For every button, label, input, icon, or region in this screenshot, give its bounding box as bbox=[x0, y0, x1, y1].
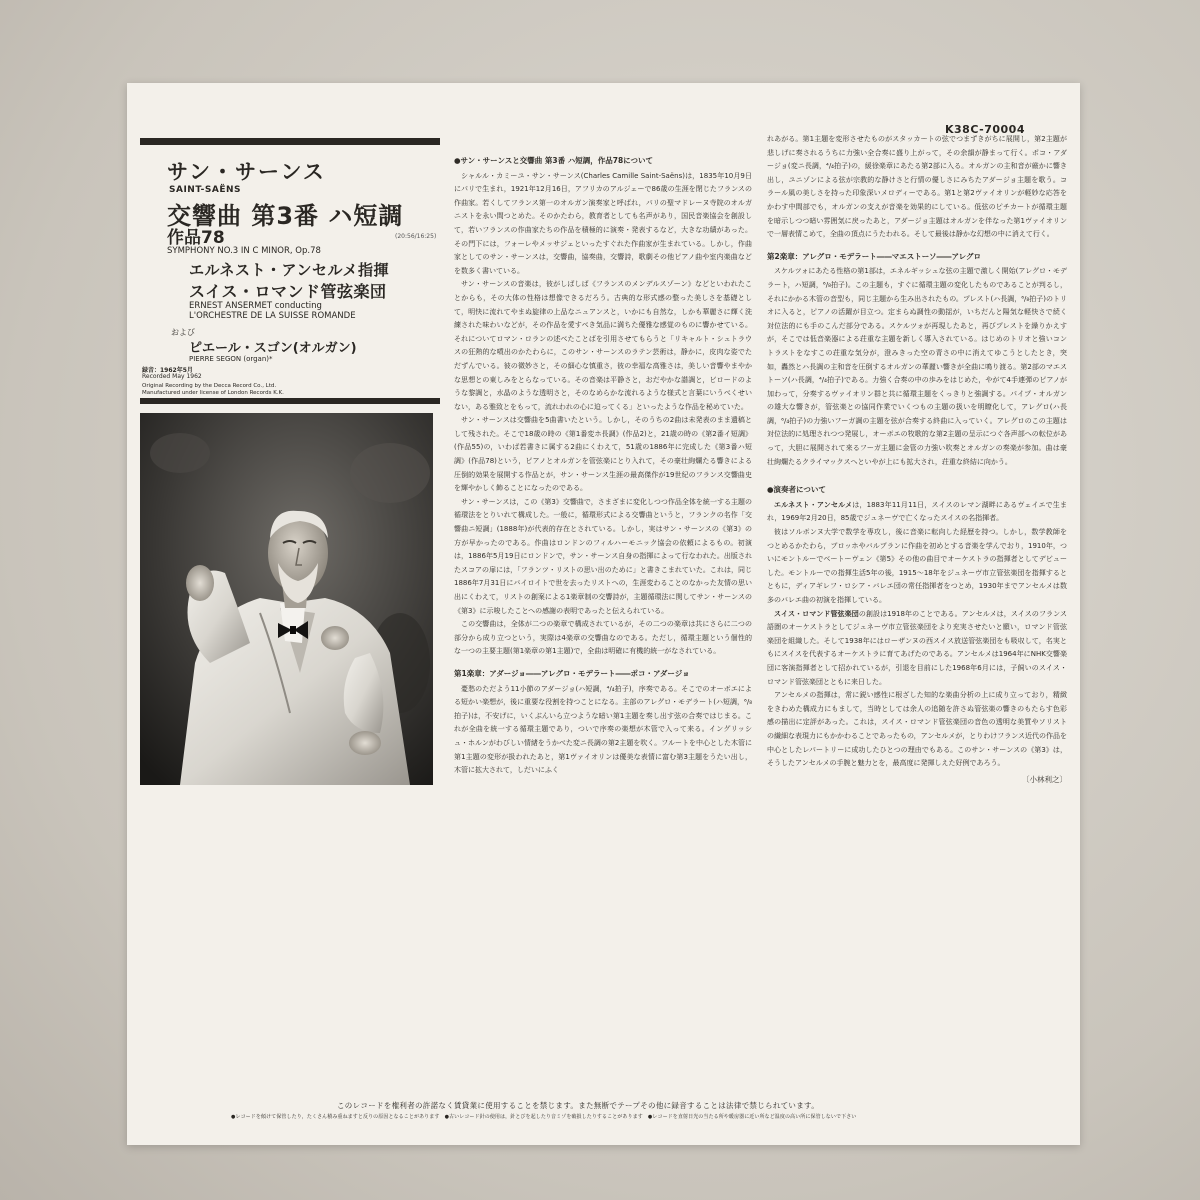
notes-paragraph bbox=[767, 608, 1067, 690]
notes-paragraph: スケルツォにあたる性格の第1部は，エネルギッシュな弦の主題で激しく開始(アレグロ・モデラート，ハ短調，⁶/₈拍子)。この主題も，すぐに循環主題の変化したものであることが判るし，それにかかる木管の音型も，同じ主題から生み出されたもの。プレスト(ハ長調，⁶/₈拍子)のトリオに入ると，ピアノの活躍が目立つ。定まらぬ調性の動揺が，いちだんと陽気な軽快さで続く対位法的にも手のこんだ部分である。スケルツォが再現したあと，再びプレストを繰りかえすが，そこでは低音楽器による荘重な主題を新しく導入されている。はじめのトリオと強いコントラストをなすこの荘重な気分が，澄みきった空の青さの中に消えてゆこうとしたとき，突如，轟然とハ長調の主和音を圧倒するオルガンの華麗い響きが全曲に鳴り渡る。第2部のマエストーソ(ハ長調，⁴/₄拍子)である。力強く合奏の中の歩みをはじめた，やがて4手連弾のピアノが加わって，分奏するヴァイオリン群と共に循環主題をくっきりと強調する。パイプ・オルガンの雄大な響きが，管弦楽との協同作業でいくつもの主題の扱いを明瞭化して，アレグロ(ハ長調，⁶/₄拍子)の力強いフーガ調の主題を弦が合奏する終曲に入っていく。アレグロのこの主題は対位法的に処理されつつ発展し，オーボエの牧歌的な第2主題の呈示につぐ各声部への転位があって，大胆に展開されて来るフーガ主題に金管の力強い吹奏とオルガンの奏楽が参加。曲は豪壮絢爛たるクライマックスへといやが上にも拡大され，荘重な終結に向かう。 bbox=[767, 267, 1067, 466]
conductor-en: ERNEST ANSERMET conducting bbox=[189, 301, 322, 311]
notes-heading-work: ●サン・サーンスと交響曲 第3番 ハ短調，作品78について bbox=[454, 156, 654, 165]
liner-notes-sheet bbox=[127, 83, 1080, 1145]
notes-paragraph: この交響曲は，全体が二つの楽章で構成されているが，その二つの楽章は共にさらに二つの部分から成り立つという，実際は4楽章の交響曲なのである。ただし，循環主題という個性的な一つの主要主題(第1楽章の第1主題)で，全曲は明確に有機的統一がなされている。 bbox=[454, 620, 752, 656]
credit-line-1: Original Recording by the Decca Record Co., Ltd. bbox=[142, 383, 277, 389]
timing: (20:56/16:25) bbox=[395, 233, 437, 240]
notes-paragraph: シャルル・カミーユ・サン・サーンス(Charles Camille Saint-Saëns)は，1835年10月9日 にパリで生まれ，1921年12月16日，アフリカのアルジェーで86歳の生涯を閉じたフランスの作曲家。若くしてフランス第一のオルガン演奏家と呼ばれ，パリの聖マドレーヌ寺院のオルガニストを永い間つとめた。そのかたわら，教育者としても名声があり，国民音楽協会を創設して，若いフランスの作曲家たちの作品を積極的に演奏・発表するなど，大きな功績があった。その門下には，フォーレやメッサジェといったすぐれた作曲家が生まれている。しかし，作曲家としてのサン・サーンスは，交響曲，協奏曲，交響詩，歌劇その他ピアノ曲や室内楽曲などを数多く書いている。 bbox=[454, 171, 752, 275]
notes-paragraph bbox=[767, 499, 1067, 526]
movement-2-heading: 第2楽章：アレグロ・モデラート――マエストーソ――アレグロ bbox=[767, 251, 982, 261]
work-title-en: SYMPHONY NO.3 IN C MINOR, Op.78 bbox=[167, 246, 321, 256]
orchestra-name: スイス・ロマンド管弦楽団 bbox=[774, 609, 859, 618]
composer-title-en: SAINT-SAËNS bbox=[169, 185, 241, 195]
copyright-notice: このレコードを権利者の許諾なく賃貸業に使用することを禁じます。また無断でテープその他に録音することは法律で禁じられています。 bbox=[337, 1101, 820, 1110]
movement-1-heading: 第1楽章：アダージョ――アレグロ・モデラート――ポコ・アダージョ bbox=[454, 668, 690, 678]
recording-date-en: Recorded May 1962 bbox=[142, 373, 202, 380]
performers-heading: ●演奏者について bbox=[767, 485, 826, 495]
notes-paragraph: 彼はソルボンヌ大学で数学を専攻し，後に音楽に転向した経歴を持つ。しかし，数学教師をつとめるかたわら，ブロッホやバルブランに作曲を初めとする音楽を学んでおり，1910年，ついにモントルーでベートーヴェン《第5》その他の曲目でオーケストラの指揮者としてデビューした。モントルーでの指揮生活5年の後，1915～18年をジュネーヴ市立管弦楽団を指揮するとともに，ディアギレフ・ロシア・バレエ団の常任指揮者をつとめ，1930年までアンセルメは数多のバレエ曲の初演を指揮している。 bbox=[767, 528, 1067, 604]
conductor-photo bbox=[140, 413, 433, 785]
care-instructions: ●レコードを傾けて保管したり，たくさん積み重ねますと反りの原因となることがあります ●古いレコード針の使用は，針とびを起したり音ミゾを破損したりすることがあります ●レコードを直射日光の当たる所や暖房器に近い所など温度の高い所に保管しないで下さい bbox=[231, 1114, 857, 1120]
opus-ja: 作品78 bbox=[167, 228, 225, 248]
notes-paragraph: サン・サーンスは交響曲を5曲書いたという。しかし，そのうちの2曲は未発表のまま遺稿として残された。そこで18歳の時の《第1番変ホ長調》(作品2)と，21歳の時の《第2番イ短調》(作品55)の，いわば若書きに属する2曲にくわえて，51歳の1886年に完成した《第3番ハ短調》(作品78)という，ピアノとオルガンを管弦楽にとり入れて，その豪壮絢爛たる響きによる圧倒的効果を展開する作品とが，サン・サーンス生涯の最高傑作が19世紀のフランス交響曲史を輝やかしく飾ることになったのである。 bbox=[454, 416, 752, 493]
top-rule bbox=[140, 138, 440, 145]
notes-paragraph: サン・サーンスの音楽は，彼がしばしば《フランスのメンデルスゾーン》などといわれたことからも，その大体の性格は想像できるだろう。古典的な形式感の整った美しさを基礎として，明快に流れてやまぬ旋律の上品なニュアンスと，いかにも自然な，しかも華麗さに輝く洗練された味わいなどが，その作品を愛すべき気品に満ちた優雅な感覚のものに響かせている。それについてロマン・ロランの述べたことばを引用させてもらうと「リキャルト・シュトラウスの狂熱的な噴出のかたわらに，このサン・サーンスのラテン芸術は，静かに，皮肉な姿でただずんでいる。彼の微妙さと，その細心な慎重さ，彼の幸福な高雅さは，美しい音響やまやかな思想との東しみをとらなっている。その音楽は平静さと，おだやかな諧調と，ビロードのような黎調と，水晶のような透明さと，そのなめらかな流れるような様式と言葉にいうべくせいない，ある雅致とをもって，流れわれの心に迫ってくる」といったような作品を秘めていた。 bbox=[454, 280, 752, 411]
orchestra-bio: の創設は1918年のことである。アンセルメは，スイスのフランス語圏のオーケストラとしてジュネーヴ市立管弦楽団をより充実させたいと願い，ロマンド管弦楽団を組織した。そして1938年にはローザンヌの西スイス放送管弦楽団をも吸収して，名実ともにスイスを代表するオーケストラに育てあげたのである。アンセルメは1964年にNHK交響楽団に客演指揮者として招かれているが，引退を目前にした1968年6月には，子飼いのスイス・ロマンド管弦楽団とともに来日した。 bbox=[767, 609, 1067, 686]
bottom-rule bbox=[140, 398, 440, 404]
conductor-ja: エルネスト・アンセルメ指揮 bbox=[189, 261, 390, 279]
orchestra-en: L'ORCHESTRE DE LA SUISSE ROMANDE bbox=[189, 311, 356, 321]
conductor-photo-image bbox=[140, 413, 433, 785]
orchestra-ja: スイス・ロマンド管弦楽団 bbox=[189, 282, 387, 301]
credit-line-2: Manufactured under license of London Records K.K. bbox=[142, 390, 284, 396]
catalog-number: K38C-70004 bbox=[945, 123, 1025, 136]
composer-title-ja: サン・サーンス bbox=[167, 160, 326, 184]
notes-paragraph: れあがる。第1主題を変形させたものがスタッカートの弦でつまずきがちに展開し，第2主題が悲しげに奏されるうちに力強い全合奏に盛り上がって，その余韻が静まって行く。ポコ・アダージョ(変ニ長調，⁴/₄拍子)の，緩徐楽章にあたる第2部に入る。オルガンの主和音が厳かに響き出し，ユニゾンによる弦が宗教的な静けさと行情の優しさにみちたアダージョ主題を歌う。コラール風の美しさを持った印象深いメロディーである。第1と第2ヴァイオリンが軽妙な応答をかわす中間部でも，オルガンの支えが音楽を効果的にしている。低弦のピチカートが循環主題を暗示しつつ暗い雰囲気に戻ったあと，アダージョ主題はオルガンを伴なった第1ヴァイオリンで一層表情こめて，全曲の頂点にうたわれる。そして最後は静かな幻想の中に消えて行く。 bbox=[767, 135, 1067, 239]
notes-paragraph: アンセルメの指揮は，常に鋭い感性に根ざした知的な楽曲分析の上に成り立っており，精緻をきわめた構成力にもまして，当時としては余人の追随を許さぬ管弦楽の響きのもたらす色彩感の描出に定評があった。これは，スイス・ロマンド管弦楽団の音色の透明な美質やソリストの繊細な表現力にもかかわることであったもの，アンセルメが，とりわけフランス近代の作品を中心としたレパートリーに成功したひとつの理由でもある。このサン・サーンスの《第3》は，そうしたアンセルメの手腕と魅力とを，最高度に発揮しえた好例であろう。 bbox=[767, 691, 1067, 768]
organist-en: PIERRE SEGON (organ)* bbox=[189, 355, 273, 363]
work-title-ja: 交響曲 第3番 ハ短調 bbox=[167, 202, 404, 230]
author-signature: 〔小林利之〕 bbox=[1022, 774, 1067, 784]
notes-column-2 bbox=[767, 133, 1067, 786]
conductor-name: エルネスト・アンセルメ bbox=[774, 500, 853, 509]
and-ja: および bbox=[171, 328, 195, 337]
recording-date-ja: 録音：1962年5月 bbox=[142, 367, 193, 374]
credits bbox=[142, 383, 402, 397]
conductor-bio: は，1883年11月11日，スイスのレマン湖畔にあるヴェイエで生まれ，1969年2月20日，85歳でジュネーヴで亡くなったスイスの名指揮者。 bbox=[767, 500, 1067, 523]
notes-paragraph: サン・サーンスは，この《第3》交響曲で，さまざまに変化しつつ作品全体を統一する主題の循環法をとりいれて構成した。一般に，循環形式による交響曲というと，フランクの名作「交響曲ニ短調」(1888年)が代表的存在とされている。しかし，実はサン・サーンスの《第3》の方が早かったのである。作曲はロンドンのフィルハーモニック協会の依頼によるもの。初演は，1886年5月19日にロンドンで，サン・サーンス自身の指揮によって行なわれた。出版されたスコアの扉には，「フランツ・リストの思い出のために」と書きこまれていた。これは，同じ1886年7月31日にバイロイトで世を去ったリストへの，生涯変わることのなかった友情の思い出にくわえて，リストの創案による1楽章制の交響詩が，主題循環法に関してサン・サーンスの《第3》に示唆したことへの感謝の表明であったと伝えられている。 bbox=[454, 497, 752, 615]
notes-paragraph: 憂愁のただよう11小節のアダージョ(ハ短調，⁴/₄拍子)，序奏である。そこでのオーボエによる短かい楽想が，後に重要な役割を持つことになる。主部のアレグロ・モデラート(ハ短調，⁶/₈拍子)は，不安げに，いくぶんいら立つような暗い第1主題を奏し出す弦の合奏ではじまる。これが全曲を統一する循環主題であり，ついで序奏の楽想が木管で入って来る。イングリッシュ・ホルンがわびしい情緒をうかべた変ニ長調の第2主題を吹く。フルートを中心とした木管に第1主題の変形が扱われたあと，第1ヴァイオリンは優美な表情に富む第3主題をうたい出し，木管に拡大されて，しだいにふく bbox=[454, 684, 752, 775]
organist-ja: ピエール・スゴン(オルガン) bbox=[189, 341, 357, 356]
notes-column-1 bbox=[454, 146, 752, 778]
